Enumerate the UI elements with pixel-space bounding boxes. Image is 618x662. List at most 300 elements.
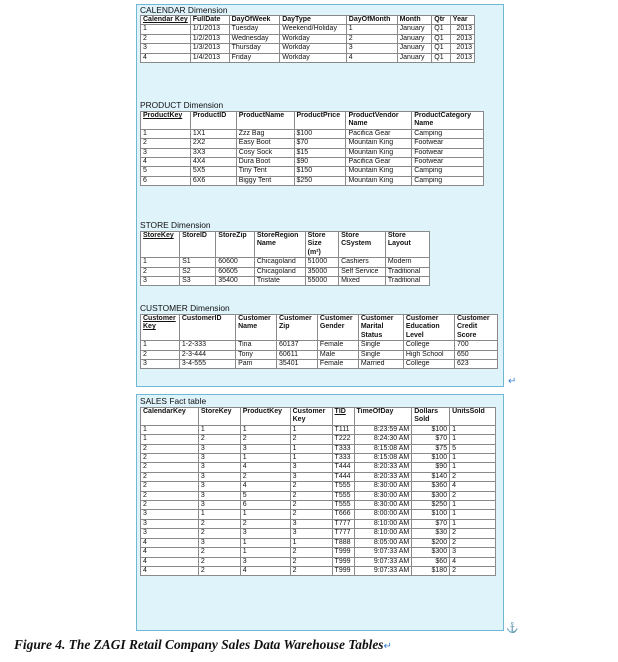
calendar-header: DayOfMonth (346, 16, 397, 25)
calendar-header: DayOfWeek (229, 16, 280, 25)
table-row (141, 529, 496, 538)
table-row (141, 538, 496, 547)
table-cell: 1 (450, 425, 496, 434)
table-cell: 1 (141, 258, 180, 267)
sales-header: TID (332, 408, 354, 426)
table-cell: Camping (412, 167, 484, 176)
store-header: Store Size (m²) (305, 232, 338, 258)
table-cell: $15 (294, 148, 346, 157)
table-cell: Mountain King (346, 167, 412, 176)
table-cell: $70 (412, 435, 450, 444)
table-cell: 8:30:00 AM (354, 491, 412, 500)
table-cell: $75 (412, 444, 450, 453)
table-cell: $100 (412, 454, 450, 463)
table-cell: Male (317, 350, 358, 359)
table-cell: 4 (141, 158, 191, 167)
table-row (141, 435, 496, 444)
table-row (141, 34, 475, 43)
customer-header: Customer Key (141, 315, 180, 341)
table-row (141, 158, 484, 167)
table-cell: 2 (450, 491, 496, 500)
table-row (141, 341, 498, 350)
table-row (141, 53, 475, 62)
table-row (141, 44, 475, 53)
table-cell: $60 (412, 557, 450, 566)
table-cell: T999 (332, 566, 354, 575)
table-cell: 8:30:00 AM (354, 482, 412, 491)
table-cell: College (403, 360, 454, 369)
product-header: ProductCategory Name (412, 112, 484, 130)
table-cell: 8:15:08 AM (354, 454, 412, 463)
table-cell: Pacifica Gear (346, 129, 412, 138)
table-cell: 3 (290, 472, 332, 481)
sales-header: ProductKey (240, 408, 290, 426)
table-cell: 9:07:33 AM (354, 566, 412, 575)
table-cell: 3 (141, 148, 191, 157)
table-cell: 8:15:08 AM (354, 444, 412, 453)
table-cell: 2 (290, 491, 332, 500)
product-table (140, 111, 484, 186)
table-row (141, 129, 484, 138)
table-cell: 3 (141, 360, 180, 369)
table-cell: 1 (450, 510, 496, 519)
table-cell: 3-4-555 (179, 360, 235, 369)
table-cell: Workday (280, 53, 347, 62)
table-cell: $30 (412, 529, 450, 538)
sales-title: SALES Fact table (140, 396, 207, 406)
table-cell: 2 (290, 557, 332, 566)
table-cell: Easy Boot (236, 139, 294, 148)
table-cell: 3 (141, 44, 191, 53)
table-cell: 1 (450, 435, 496, 444)
table-cell: 2013 (450, 34, 474, 43)
table-cell: Q1 (432, 44, 451, 53)
table-cell: 4 (240, 566, 290, 575)
table-cell: 2 (141, 482, 199, 491)
table-cell: Single (358, 350, 403, 359)
table-cell: Self Service (339, 267, 386, 276)
store-header: StoreID (180, 232, 216, 258)
table-cell: 60605 (216, 267, 255, 276)
table-cell: 1 (240, 538, 290, 547)
table-cell: 2 (198, 529, 240, 538)
table-cell: Camping (412, 129, 484, 138)
table-cell: 1 (240, 548, 290, 557)
calendar-header: DayType (280, 16, 347, 25)
product-title: PRODUCT Dimension (140, 100, 224, 110)
table-row (141, 566, 496, 575)
table-cell: Dura Boot (236, 158, 294, 167)
table-cell: 4 (450, 557, 496, 566)
table-row (141, 491, 496, 500)
table-cell: Tony (236, 350, 277, 359)
table-cell: 2 (141, 34, 191, 43)
table-cell: 1 (346, 25, 397, 34)
table-cell: 3 (198, 501, 240, 510)
table-cell: 35401 (277, 360, 318, 369)
table-cell: 3 (141, 277, 180, 286)
table-cell: T444 (332, 472, 354, 481)
table-cell: 4 (240, 482, 290, 491)
table-cell: 2013 (450, 25, 474, 34)
table-cell: Camping (412, 176, 484, 185)
table-cell: 2 (240, 519, 290, 528)
table-cell: Cashiers (339, 258, 386, 267)
table-cell: 2 (198, 435, 240, 444)
table-row (141, 148, 484, 157)
customer-title: CUSTOMER Dimension (140, 303, 230, 313)
calendar-header: Month (397, 16, 432, 25)
table-cell: $100 (294, 129, 346, 138)
table-cell: 2 (141, 454, 199, 463)
table-cell: 3 (450, 548, 496, 557)
table-cell: 3 (198, 463, 240, 472)
table-cell: Mountain King (346, 176, 412, 185)
table-cell: 623 (454, 360, 497, 369)
table-cell: 1/3/2013 (190, 44, 229, 53)
table-cell: 60611 (277, 350, 318, 359)
table-cell: 1/1/2013 (190, 25, 229, 34)
table-cell: Q1 (432, 53, 451, 62)
table-cell: 60600 (216, 258, 255, 267)
table-cell: Pacifica Gear (346, 158, 412, 167)
table-cell: Wednesday (229, 34, 280, 43)
table-cell: 2 (240, 472, 290, 481)
table-cell: 5 (450, 444, 496, 453)
table-cell: 3 (198, 472, 240, 481)
table-cell: 4 (450, 482, 496, 491)
table-cell: Modern (385, 258, 429, 267)
table-cell: 2 (240, 435, 290, 444)
table-cell: $300 (412, 548, 450, 557)
table-cell: Married (358, 360, 403, 369)
table-cell: 1 (290, 444, 332, 453)
table-cell: 8:24:30 AM (354, 435, 412, 444)
anchor-icon: ⚓ (506, 623, 519, 634)
table-cell: 9:07:33 AM (354, 548, 412, 557)
table-cell: 2 (141, 463, 199, 472)
table-cell: $100 (412, 425, 450, 434)
table-cell: 2013 (450, 53, 474, 62)
table-row (141, 557, 496, 566)
table-cell: 2 (141, 472, 199, 481)
figure-caption (14, 637, 392, 653)
table-cell: $70 (294, 139, 346, 148)
table-row (141, 167, 484, 176)
product-header: ProductKey (141, 112, 191, 130)
table-cell: January (397, 34, 432, 43)
table-cell: 4 (141, 53, 191, 62)
table-cell: Chicagoland (254, 258, 305, 267)
table-cell: Mountain King (346, 139, 412, 148)
table-cell: Weekend/Holiday (280, 25, 347, 34)
table-cell: 2 (290, 548, 332, 557)
table-cell: 6X6 (190, 176, 236, 185)
table-cell: 55000 (305, 277, 338, 286)
table-cell: 1/4/2013 (190, 53, 229, 62)
table-cell: 3 (198, 482, 240, 491)
table-cell: Mountain King (346, 148, 412, 157)
table-cell: 3 (240, 529, 290, 538)
table-cell: 2 (141, 501, 199, 510)
table-cell: January (397, 44, 432, 53)
table-cell: T666 (332, 510, 354, 519)
table-row (141, 444, 496, 453)
table-cell: $300 (412, 491, 450, 500)
table-row (141, 463, 496, 472)
table-cell: 1 (141, 425, 199, 434)
table-cell: T888 (332, 538, 354, 547)
table-cell: 1 (290, 425, 332, 434)
table-cell: 2 (198, 519, 240, 528)
table-cell: Chicagoland (254, 267, 305, 276)
table-cell: $90 (294, 158, 346, 167)
calendar-table (140, 15, 475, 63)
table-cell: $180 (412, 566, 450, 575)
table-row (141, 25, 475, 34)
table-cell: 700 (454, 341, 497, 350)
table-cell: 1 (141, 341, 180, 350)
table-cell: Q1 (432, 25, 451, 34)
calendar-header: Year (450, 16, 474, 25)
table-row (141, 519, 496, 528)
table-row (141, 139, 484, 148)
table-cell: 2 (290, 482, 332, 491)
table-cell: 2 (141, 350, 180, 359)
table-row (141, 267, 430, 276)
table-cell: 2 (141, 267, 180, 276)
table-cell: T222 (332, 435, 354, 444)
calendar-title: CALENDAR Dimension (140, 5, 228, 15)
table-cell: 2-3-444 (179, 350, 235, 359)
store-header: StoreRegion Name (254, 232, 305, 258)
paragraph-mark: ↵ (383, 641, 392, 652)
table-cell: Footwear (412, 148, 484, 157)
table-cell: Tina (236, 341, 277, 350)
table-cell: 1 (240, 454, 290, 463)
table-cell: 5 (240, 491, 290, 500)
table-cell: 8:10:00 AM (354, 519, 412, 528)
table-cell: Mixed (339, 277, 386, 286)
table-cell: 3 (346, 44, 397, 53)
table-cell: 1 (240, 510, 290, 519)
product-header: ProductName (236, 112, 294, 130)
store-table (140, 231, 430, 286)
table-cell: 2 (290, 501, 332, 510)
table-row (141, 350, 498, 359)
customer-header: Customer Name (236, 315, 277, 341)
table-cell: 5X5 (190, 167, 236, 176)
table-row (141, 425, 496, 434)
table-cell: Tuesday (229, 25, 280, 34)
table-cell: Biggy Tent (236, 176, 294, 185)
table-cell: 3 (141, 529, 199, 538)
table-cell: 8:20:33 AM (354, 463, 412, 472)
table-cell: 1 (240, 425, 290, 434)
table-cell: 35000 (305, 267, 338, 276)
store-header: Store Layout (385, 232, 429, 258)
table-cell: 1 (450, 501, 496, 510)
calendar-header: Calendar Key (141, 16, 191, 25)
table-cell: $140 (412, 472, 450, 481)
table-cell: 650 (454, 350, 497, 359)
table-cell: 60137 (277, 341, 318, 350)
table-cell: January (397, 25, 432, 34)
table-cell: 8:05:00 AM (354, 538, 412, 547)
table-cell: $90 (412, 463, 450, 472)
table-cell: Cosy Sock (236, 148, 294, 157)
table-cell: 9:07:33 AM (354, 557, 412, 566)
table-cell: Footwear (412, 158, 484, 167)
table-cell: 1-2-333 (179, 341, 235, 350)
table-cell: 8:10:00 AM (354, 529, 412, 538)
table-cell: 3 (290, 519, 332, 528)
table-cell: 2 (450, 472, 496, 481)
table-cell: T555 (332, 491, 354, 500)
table-cell: 2 (141, 139, 191, 148)
table-cell: S1 (180, 258, 216, 267)
table-cell: 35400 (216, 277, 255, 286)
table-cell: 1 (290, 454, 332, 463)
caption-text: Figure 4. The ZAGI Retail Company Sales Data Warehouse Tables (14, 637, 384, 652)
table-cell: T999 (332, 557, 354, 566)
table-cell: 3 (290, 463, 332, 472)
paragraph-mark: ↵ (508, 376, 517, 387)
table-cell: 4 (141, 557, 199, 566)
table-cell: 3X3 (190, 148, 236, 157)
table-cell: $70 (412, 519, 450, 528)
table-cell: T777 (332, 529, 354, 538)
table-row (141, 258, 430, 267)
table-cell: 3 (290, 529, 332, 538)
table-cell: 2 (198, 566, 240, 575)
table-cell: 4 (141, 566, 199, 575)
table-cell: Tiny Tent (236, 167, 294, 176)
table-cell: T333 (332, 444, 354, 453)
product-header: ProductVendor Name (346, 112, 412, 130)
sales-header: Dollars Sold (412, 408, 450, 426)
table-cell: Female (317, 360, 358, 369)
table-cell: 8:00:00 AM (354, 510, 412, 519)
table-cell: 3 (198, 538, 240, 547)
table-cell: 1/2/2013 (190, 34, 229, 43)
table-row (141, 277, 430, 286)
table-row (141, 482, 496, 491)
table-cell: S2 (180, 267, 216, 276)
table-cell: Footwear (412, 139, 484, 148)
table-cell: 1 (141, 435, 199, 444)
customer-header: Customer Marital Status (358, 315, 403, 341)
table-cell: Workday (280, 44, 347, 53)
store-title: STORE Dimension (140, 220, 211, 230)
calendar-header: FullDate (190, 16, 229, 25)
table-cell: Pam (236, 360, 277, 369)
table-cell: 4X4 (190, 158, 236, 167)
table-cell: $200 (412, 538, 450, 547)
table-row (141, 454, 496, 463)
table-cell: 4 (346, 53, 397, 62)
table-cell: T444 (332, 463, 354, 472)
customer-header: Customer Gender (317, 315, 358, 341)
customer-header: CustomerID (179, 315, 235, 341)
table-cell: 2 (198, 557, 240, 566)
table-cell: 8:30:00 AM (354, 501, 412, 510)
table-cell: 2 (450, 529, 496, 538)
table-cell: 3 (141, 510, 199, 519)
table-cell: Q1 (432, 34, 451, 43)
table-cell: Female (317, 341, 358, 350)
table-cell: Single (358, 341, 403, 350)
sales-table (140, 407, 496, 576)
table-cell: 1X1 (190, 129, 236, 138)
table-row (141, 472, 496, 481)
table-cell: 1 (450, 463, 496, 472)
table-cell: $100 (412, 510, 450, 519)
table-cell: 2 (346, 34, 397, 43)
sales-header: StoreKey (198, 408, 240, 426)
table-cell: 1 (290, 538, 332, 547)
table-cell: 1 (198, 510, 240, 519)
table-cell: 6 (141, 176, 191, 185)
table-cell: 1 (450, 454, 496, 463)
table-cell: 2 (290, 510, 332, 519)
store-header: StoreKey (141, 232, 180, 258)
table-cell: T555 (332, 501, 354, 510)
sales-header: TimeOfDay (354, 408, 412, 426)
table-row (141, 501, 496, 510)
table-cell: 2X2 (190, 139, 236, 148)
product-header: ProductID (190, 112, 236, 130)
table-cell: $360 (412, 482, 450, 491)
table-cell: 2 (290, 435, 332, 444)
table-cell: Thursday (229, 44, 280, 53)
table-cell: T555 (332, 482, 354, 491)
table-cell: Zzz Bag (236, 129, 294, 138)
table-cell: High School (403, 350, 454, 359)
table-cell: 2013 (450, 44, 474, 53)
table-cell: T999 (332, 548, 354, 557)
table-cell: 51000 (305, 258, 338, 267)
table-cell: Traditional (385, 267, 429, 276)
table-cell: Workday (280, 34, 347, 43)
table-cell: T111 (332, 425, 354, 434)
table-cell: 1 (198, 425, 240, 434)
table-cell: 8:23:59 AM (354, 425, 412, 434)
table-cell: 1 (141, 129, 191, 138)
table-cell: S3 (180, 277, 216, 286)
table-row (141, 510, 496, 519)
table-row (141, 176, 484, 185)
sales-header: Customer Key (290, 408, 332, 426)
table-cell: 3 (141, 519, 199, 528)
table-cell: 5 (141, 167, 191, 176)
sales-header: CalendarKey (141, 408, 199, 426)
table-cell: 6 (240, 501, 290, 510)
table-cell: 2 (290, 566, 332, 575)
table-cell: January (397, 53, 432, 62)
customer-header: Customer Zip (277, 315, 318, 341)
store-header: StoreZip (216, 232, 255, 258)
store-header: Store CSystem (339, 232, 386, 258)
customer-header: Customer Education Level (403, 315, 454, 341)
table-cell: $250 (412, 501, 450, 510)
table-cell: 1 (450, 519, 496, 528)
table-cell: 2 (450, 566, 496, 575)
table-cell: 3 (240, 444, 290, 453)
table-cell: College (403, 341, 454, 350)
table-cell: 2 (198, 548, 240, 557)
customer-header: Customer Credit Score (454, 315, 497, 341)
